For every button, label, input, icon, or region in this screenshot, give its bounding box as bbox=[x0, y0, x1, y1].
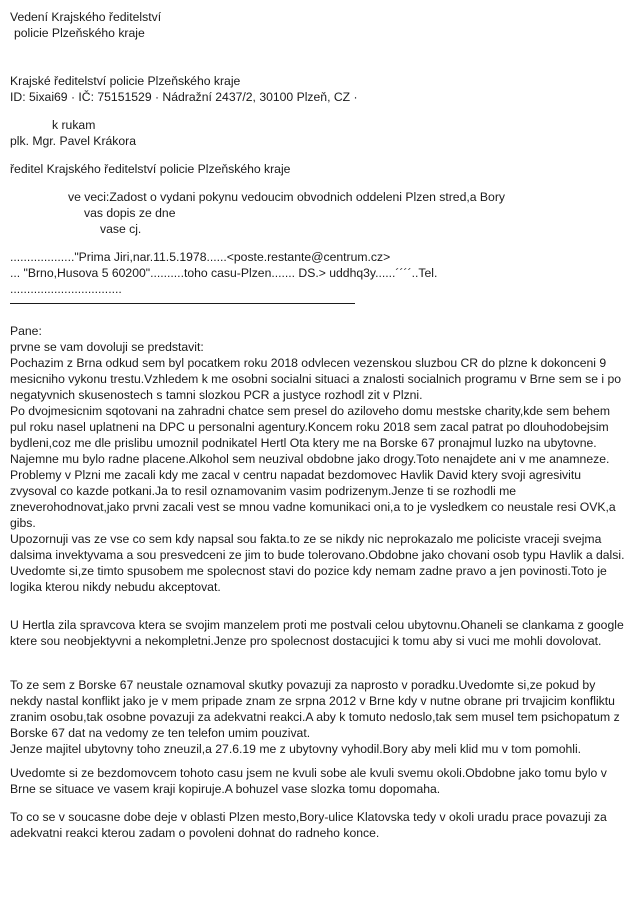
body-paragraph: To ze sem z Borske 67 neustale oznamoval skutky povazuji za naprosto v poradku.Uvedomte si,ze pokud by nekdy nastal konflikt jako je v mem pripade znam ze srpna 2012 v Brne kdy v nutne obrane pri trvajicim konfliktu zranim osobu,tak osobne povazuji za adekvatni reakci.A aby k tomuto nedoslo,tak sem musel tem psichopatum z Borske 67 dat na vedomy ze ten telefon umim pouzivat. bbox=[10, 678, 620, 740]
attention-title: ředitel Krajského ředitelství policie Plzeňského kraje bbox=[10, 162, 291, 176]
letter-body-2 bbox=[10, 617, 626, 649]
body-paragraph: Problemy v Plzni me zacali kdy me zacal v centru napadat bezdomovec Havlik David ktery svoji agresivitu zvysoval co kazde potkani.Ja to resil oznamovanim vasim podrizenym.Jenze ti se rozhodli me zneverohodnovat,jako prvni zacali vest se mnou vadne komunikaci oni,a to je vysledkem co neustale resi OVK,a gibs. bbox=[10, 468, 616, 530]
letter-body-1 bbox=[10, 323, 626, 595]
organization-name: Krajské ředitelství policie Plzeňského kraje bbox=[10, 74, 241, 88]
subject-line-3: vase cj. bbox=[100, 222, 142, 236]
body-paragraph: Upozornuji vas ze vse co sem kdy napsal sou fakta.to ze se nikdy nic neprokazalo me policiste vraceji svejma dalsima invektyvama a sou presvedceni ze jim to bude tolerovano.Obdobne jako chovani osob typu Havlik a dalsi. bbox=[10, 532, 625, 562]
subject-line-1: ve veci:Zadost o vydani pokynu vedoucim obvodnich oddeleni Plzen stred,a Bory bbox=[68, 190, 505, 204]
attention-title-block bbox=[10, 161, 626, 177]
body-paragraph: Uvedomte si ze bezdomovcem tohoto casu jsem ne kvuli sobe ale kvuli svemu okoli.Obdobne jako tomu bylo v Brne se situace ve vasem kraji kopiruje.A bohuzel vase slozka tomu dopomaha. bbox=[10, 766, 607, 796]
sender-line-1: ..................."Prima Jiri,nar.11.5.1978......<poste.restante@centrum.cz> bbox=[10, 250, 391, 264]
letter-body-3 bbox=[10, 677, 626, 757]
body-paragraph: Po dvojmesicnim sqotovani na zahradni chatce sem presel do aziloveho domu mestske charity,kde sem behem pul roku nasel uplatneni na DPC u personalni agentury.Koncem roku 2018 sem zacal patrat po dlouhodobejsim bydleni,coz me dle prislibu umoznil podnikatel Hertl Ota ktery me na Borske 67 pronajmul luzko na ubytovne. bbox=[10, 404, 610, 450]
subject-block bbox=[10, 189, 626, 237]
sender-line-3: ................................. bbox=[10, 282, 122, 296]
body-paragraph: To co se v soucasne dobe deje v oblasti Plzen mesto,Bory-ulice Klatovska tedy v okoli uradu prace povazuji za adekvatni reakci kterou zadam o povoleni dohnat do radneho konce. bbox=[10, 810, 607, 840]
greeting: Pane: bbox=[10, 324, 42, 338]
addressee-block bbox=[10, 9, 626, 41]
sender-line-2: ... "Brno,Husova 5 60200"..........toho casu-Plzen....... DS.> uddhq3y......´´´´..Tel. bbox=[10, 266, 438, 280]
attention-block bbox=[10, 117, 626, 149]
body-paragraph: Pochazim z Brna odkud sem byl pocatkem roku 2018 odvlecen vezenskou sluzbou CR do plzne k dokonceni 9 mesicniho vykonu trestu.Vzhledem k me osobni socialni situaci a znalosti socialnich programu v Brne sem se i po negatyvnich skusenostech s tamni slozkou PCR a justyce rozhodl zit v Plzni. bbox=[10, 356, 622, 402]
addressee-line-2: policie Plzeňského kraje bbox=[14, 26, 145, 40]
organization-block bbox=[10, 73, 626, 105]
body-paragraph: Jenze majitel ubytovny toho zneuzil,a 27.6.19 me z ubytovny vyhodil.Bory aby meli klid mu v tom pomohli. bbox=[10, 742, 582, 756]
attention-name: plk. Mgr. Pavel Krákora bbox=[10, 134, 136, 148]
letter-body-4 bbox=[10, 765, 626, 797]
attention-label: k rukam bbox=[52, 118, 96, 132]
addressee-line-1: Vedení Krajského ředitelství bbox=[10, 10, 162, 24]
body-paragraph: U Hertla zila spravcova ktera se svojim manzelem proti me postvali celou ubytovnu.Ohaneli se clankama z google ktere sou neobjektyvni a nekompletni.Jenze pro spolecnost dostacujici k tomu aby si vuci me mohli dovolovat. bbox=[10, 618, 624, 648]
body-paragraph: Najemne mu bylo radne placene.Alkohol sem neuzival obdobne jako drogy.Toto nenajdete ani v me anamneze. bbox=[10, 452, 610, 466]
sender-block bbox=[10, 249, 626, 297]
body-paragraph: Uvedomte si,ze timto spusobem me spolecnost stavi do pozice kdy nemam zadne pravo a jen povinosti.Toto je logika kterou nikdy nebudu akceptovat. bbox=[10, 564, 607, 594]
organization-ids: ID: 5ixai69 · IČ: 75151529 · Nádražní 2437/2, 30100 Plzeň, CZ · bbox=[10, 90, 358, 104]
letter-body-5 bbox=[10, 809, 626, 841]
separator-line bbox=[10, 303, 355, 304]
body-paragraph: prvne se vam dovoluji se predstavit: bbox=[10, 340, 204, 354]
subject-line-2: vas dopis ze dne bbox=[84, 206, 176, 220]
